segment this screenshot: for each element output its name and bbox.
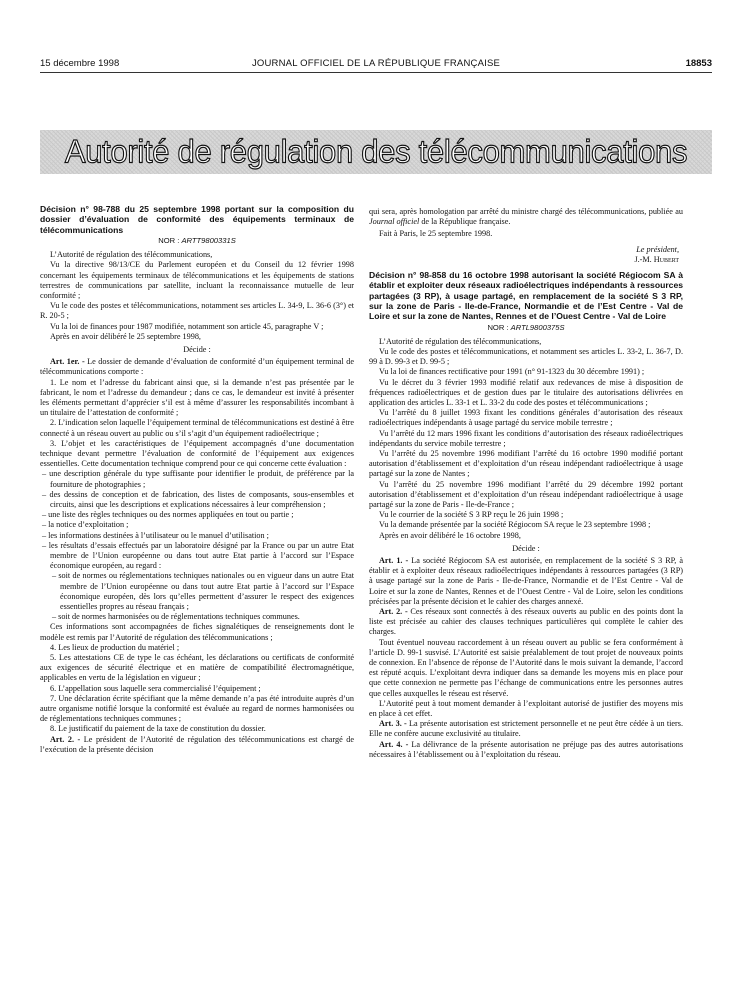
journal-name: Journal officiel: [369, 217, 420, 227]
article-text: Le président de l’Autorité de régulation des télécommunications est chargé de l’exécution de la présente décision: [40, 734, 354, 754]
paragraph: L’Autorité de régulation des télécommunications,: [50, 250, 213, 260]
article-label: Art. 2. -: [379, 606, 408, 616]
paragraph: Ces informations sont accompagnées de fiches signalétiques de renseignements dont le modèle est remis par l’Autorité de régulation des télécommunications ;: [40, 622, 354, 642]
continuation-text: qui sera, après homologation par arrêté du ministre chargé des télécommunications, publiée au: [369, 207, 683, 216]
paragraph: Vu la loi de finances rectificative pour 1991 (n° 91-1323 du 30 décembre 1991) ;: [379, 367, 645, 377]
article-text: La délivrance de la présente autorisation ne préjuge pas des autres autorisations nécessaires à l’établissement ou à l’exploitation du réseau.: [369, 739, 684, 759]
page-header: [40, 58, 712, 72]
signer-role-text: Le président,: [636, 244, 679, 254]
paragraph: Vu l’arrêté du 25 novembre 1996 modifiant l’arrêté du 29 décembre 1992 portant autorisation d’établissement et d’exploitation d’un réseau indépendant radioélectrique à usage partagé sur la zone de Paris - Ile-de-France ;: [369, 479, 683, 509]
continuation-paragraph: [369, 207, 683, 227]
article-text: La société Régiocom SA est autorisée, en remplacement de la société S 3 RP, à établir et à exploiter deux réseaux radioélectriques indépendants à ressources partagées (3 RP) à usage partagé sur la zone de Paris - Ile-de-France, Normandie et de l’Est Centre - Val de Loire et sur la zone de Nantes, Rennes et de l’Ouest Centre - Val de Loire, selon les conditions précisées par la présente décision et le cahier des charges annexé.: [369, 555, 683, 606]
decide-heading: Décide :: [183, 344, 211, 354]
decision-2-title: Décision n° 98-858 du 16 octobre 1998 autorisant la société Régiocom SA à établir et exploiter deux réseaux radioélectriques indépendants à ressources partagées (3 RP), à usage partagé, en remplacement de la société S 3 RP, sur la zone de Paris - Ile-de-France, Normandie et de l’Est Centre - Val de Loire et sur la zone de Nantes, Rennes et de l’Ouest Centre - Val de Loire: [369, 270, 683, 322]
sub-dash-item: – soit de normes harmonisées ou de réglementations techniques communes.: [52, 612, 300, 622]
list-item: 3. L’objet et les caractéristiques de l’équipement accompagnés d’une documentation technique devant permettre l’évaluation de conformité de l’équipement aux exigences essentielles. Cette documentation technique comprend pour ce qui concerne cette évaluation :: [40, 438, 354, 469]
paragraph: Vu le code des postes et télécommunications, notamment ses articles L. 34-9, L. 36-6 (3°) et R. 20-5 ;: [40, 301, 354, 321]
paragraph: Vu la loi de finances pour 1987 modifiée, notamment son article 45, paragraphe V ;: [50, 321, 324, 331]
list-item: 5. Les attestations CE de type le cas échéant, les déclarations ou certificats de conformité aux exigences de sécurité électrique et en matière de compatibilité électromagnétique, applicables en vertu de la législation en vigueur ;: [40, 653, 354, 683]
list-item: 4. Les lieux de production du matériel ;: [50, 642, 180, 652]
article-text: Le dossier de demande d’évaluation de conformité d’un équipement terminal de télécommunications comporte :: [40, 357, 354, 377]
paragraph: Après en avoir délibéré le 25 septembre 1998,: [50, 331, 201, 341]
paragraph: Vu le courrier de la société S 3 RP reçu le 26 juin 1998 ;: [379, 510, 564, 520]
header-journal-title: JOURNAL OFFICIEL DE LA RÉPUBLIQUE FRANÇAISE: [251, 58, 501, 69]
paragraph: Vu le code des postes et télécommunications, et notamment ses articles L. 33-2, L. 36-7, D. 99 à D. 99-3 et D. 99-5 ;: [369, 346, 683, 367]
article-2: [40, 735, 354, 755]
list-item: 6. L’appellation sous laquelle sera commercialisé l’équipement ;: [50, 683, 261, 693]
dash-item: – les informations destinées à l’utilisateur ou le manuel d’utilisation ;: [42, 530, 269, 540]
article-label: Art. 4. -: [379, 739, 409, 749]
nor-value: ARTL9800375S: [510, 322, 565, 332]
sub-dash-item: – soit de normes ou réglementations techniques nationales ou en vigueur dans un autre Etat membre de l’Union européenne ou dans tout autre Etat partie à l’accord sur l’Espace économique européen, dès lors qu’elles permettent d’assurer le respect des exigences essentielles propres au réseau français ;: [52, 571, 354, 611]
paragraph: Vu l’arrêté du 12 mars 1996 fixant les conditions d’autorisation des réseaux radioélectriques indépendants du service mobile terrestre ;: [369, 428, 683, 448]
list-item: 8. Le justificatif du paiement de la taxe de constitution du dossier.: [50, 724, 266, 734]
article: [369, 740, 683, 760]
nor-value: ARTT9800331S: [181, 235, 236, 245]
header-rule: [40, 72, 712, 73]
article-text: La présente autorisation est strictement personnelle et ne peut être cédée à un tiers. Elle ne confère aucune exclusivité au titulaire.: [369, 719, 684, 739]
list-item: 1. Le nom et l’adresse du fabricant ainsi que, si la demande n’est pas présentée par le fabricant, le nom et l’adresse du demandeur ; dans ce cas, le demandeur est invité à présenter les éléments permettant d’apprécier s’il est à même d’assurer les responsabilités incombant à un titulaire de l’attestation de conformité ;: [40, 377, 354, 418]
article: [369, 556, 683, 607]
continuation-end: de la République française.: [419, 217, 511, 227]
paragraph: Vu la directive 98/13/CE du Parlement européen et du Conseil du 12 février 1998 concernant les équipements terminaux de télécommunications et les équipements de stations terrestres de communications par satellite, incluant la reconnaissance mutuelle de leur conformité ;: [40, 260, 354, 300]
dash-item: – une liste des règles techniques ou des normes appliquées en tout ou partie ;: [42, 510, 294, 520]
banner-title: Autorité de régulation des télécommunications: [64, 133, 688, 170]
decision-1-nor: [40, 236, 354, 246]
paragraph: Après en avoir délibéré le 16 octobre 1998,: [379, 530, 521, 540]
dash-item: – les résultats d’essais effectués par un laboratoire désigné par la France ou par un autre Etat membre de l’Union européenne ou dans tout autre Etat partie à l’accord sur l’Espace économique européen, au regard :: [42, 540, 354, 571]
paragraph: Vu la demande présentée par la société Régiocom SA reçue le 23 septembre 1998 ;: [379, 520, 651, 530]
list-item: 7. Une déclaration écrite spécifiant que la même demande n’a pas été introduite auprès d’un autre organisme notifié lorsque la conformité est évaluée au regard de normes harmonisées ou de réglementations techniques communes ;: [40, 693, 354, 724]
list-item: 2. L’indication selon laquelle l’équipement terminal de télécommunications est destiné à être connecté à un réseau ouvert au public ou s’il s’agit d’un équipement radioélectrique ;: [40, 418, 354, 438]
article-label: Art. 2. -: [50, 734, 81, 744]
right-column: [369, 207, 683, 760]
paragraph: Vu l’arrêté du 25 novembre 1996 modifiant l’arrêté du 16 octobre 1990 modifié portant autorisation d’établissement et d’exploitation d’un réseau indépendant radioélectrique à usage partagé sur la zone de Nantes ;: [369, 448, 683, 479]
dash-item: – des dessins de conception et de fabrication, des listes de composants, sous-ensembles et circuits, ainsi que les descriptions et explications nécessaires à leur compréhension ;: [42, 489, 354, 509]
left-column: [40, 204, 354, 755]
header-page-number: 18853: [685, 58, 712, 69]
article-label: Art. 1er. -: [50, 357, 85, 367]
dash-item: – une description générale du type suffisante pour identifier le produit, de préférence par la fourniture de photographies ;: [42, 469, 354, 489]
done-at: Fait à Paris, le 25 septembre 1998.: [379, 229, 493, 239]
nor-label: NOR :: [487, 322, 511, 332]
paragraph: Tout éventuel nouveau raccordement à un réseau ouvert au public se fera conformément à l’article D. 99-1 susvisé. L’Autorité est saisie préalablement de tout projet de nouveaux points de connexion. En l’absence de réponse de l’Autorité dans le mois suivant la demande, l’accord est réputé acquis. L’exploitant devra indiquer dans sa demande les moyens mis en place pour que cette connexion ne permette pas l’échange de communications entre les personnes autres que celles auxquelles le réseau est réservé.: [369, 637, 683, 698]
paragraph: Vu l’arrêté du 8 juillet 1993 fixant les conditions générales d’autorisation des réseaux radioélectriques indépendants à usage partagé du service mobile terrestre ;: [369, 408, 683, 428]
paragraph: L’Autorité de régulation des télécommunications,: [379, 336, 542, 346]
article-1: [40, 357, 354, 377]
decision-1-title: Décision n° 98-788 du 25 septembre 1998 portant sur la composition du dossier d’évaluation de conformité des équipements terminaux de télécommunications: [40, 204, 354, 235]
signer-name: J.-M. Hubert: [634, 254, 679, 264]
paragraph: Vu le décret du 3 février 1993 modifié relatif aux redevances de mise à disposition de fréquences radioélectriques et de gestion dues par le titulaire des autorisations délivrées en application des articles L. 33-1 et L. 33-2 du code des postes et télécommunications ;: [369, 377, 683, 407]
header-date: 15 décembre 1998: [40, 58, 120, 69]
article: [369, 719, 683, 739]
article: [369, 607, 683, 638]
dash-item: – la notice d’exploitation ;: [42, 520, 129, 530]
article-label: Art. 1. -: [379, 555, 409, 565]
nor-label: NOR :: [158, 235, 182, 245]
decision-2-nor: [369, 323, 683, 333]
section-banner: [40, 130, 712, 174]
article-text: Ces réseaux sont connectés à des réseaux ouverts au public en des points dont la liste est précisée au cahier des clauses techniques particulières qui complète le cahier des charges.: [369, 606, 684, 637]
article-label: Art. 3. -: [379, 719, 407, 729]
decide-heading: Décide :: [512, 543, 540, 553]
paragraph: L’Autorité peut à tout moment demander à l’exploitant autorisé de justifier des moyens mis en place à cet effet.: [369, 698, 683, 719]
signer-role: [369, 245, 683, 255]
